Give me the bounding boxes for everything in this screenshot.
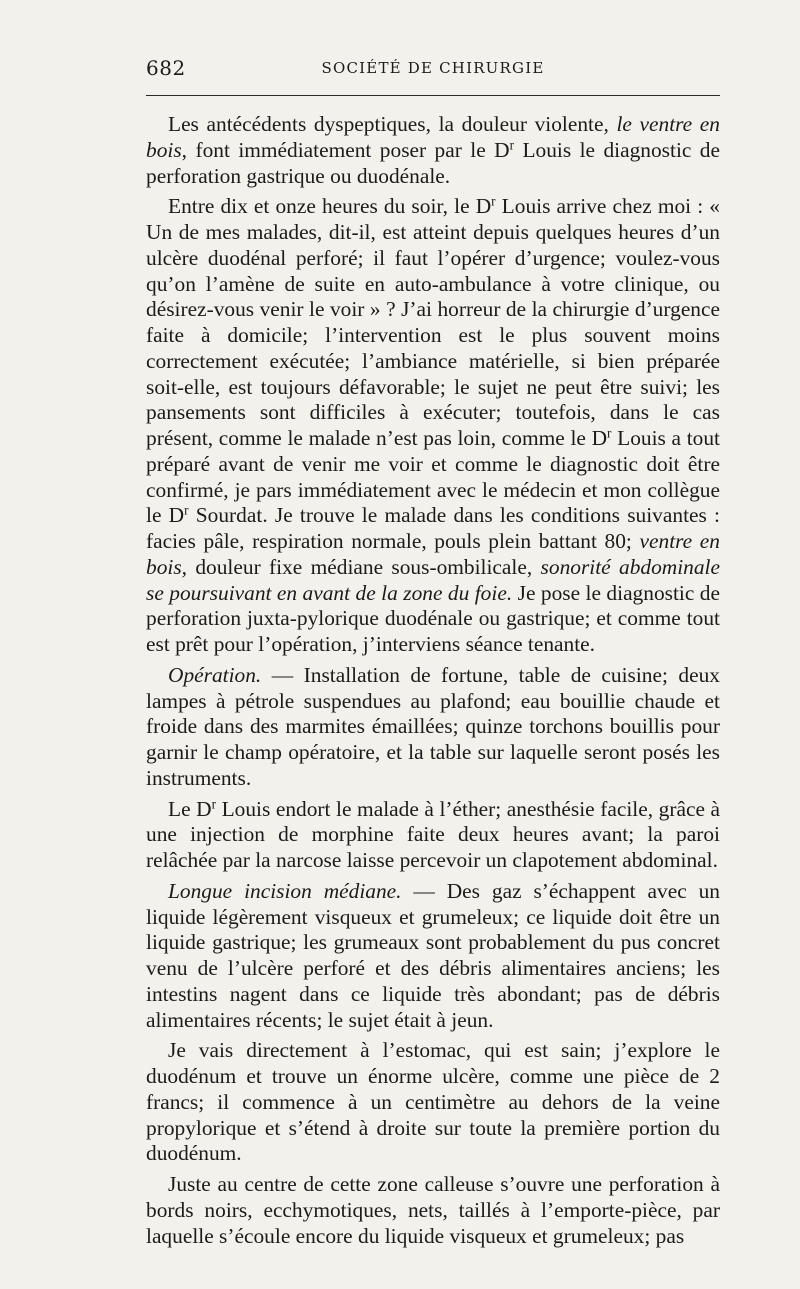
superscript: r <box>509 137 515 153</box>
superscript: r <box>211 796 216 812</box>
text-run: Louis a tout préparé avant de venir me voir et comme le diagnostic doit être confirmé, je pars immédiatement avec le médecin et mon collègue le D <box>146 426 720 528</box>
text-run: Juste au centre de cette zone calleuse s’ouvre une perforation à bords noirs, ecchymotiques, nets, taillés à l’emporte-pièce, par laquelle s’écoule encore du liquide visqueux et grumeleux; pas <box>146 1172 720 1248</box>
text-run: douleur fixe médiane sous-ombilicale, <box>187 554 541 579</box>
page-header <box>146 56 720 80</box>
text-run: , font immédiatement poser par le D <box>181 137 510 162</box>
text-run: Je pose le diagnostic de perforation juxta-pylorique duodénale ou gastrique; et comme tout est prêt pour l’opération, j’interviens séance tenante. <box>146 580 720 656</box>
paragraph <box>146 797 720 874</box>
paragraph <box>146 112 720 189</box>
running-head: SOCIÉTÉ DE CHIRURGIE <box>321 59 545 77</box>
text-run: — Des gaz s’échappent avec un liquide légèrement visqueux et grumeleux; ce liquide doit être un liquide gastrique; les grumeaux sont probablement du pus concret venu de l’ulcère perforé et des débris alimentaires anciens; les intestins nagent dans ce liquide très abondant; pas de débris alimentaires récents; le sujet était à jeun. <box>146 878 720 1032</box>
paragraph <box>146 194 720 658</box>
text-run: Louis endort le malade à l’éther; anesthésie facile, grâce à une injection de morphine faite deux heures avant; la paroi relâchée par la narcose laisse percevoir un clapotement abdominal. <box>146 796 720 872</box>
body-text <box>146 112 720 1249</box>
text-run: Le D <box>168 796 212 821</box>
text-run: Je vais directement à l’estomac, qui est sain; j’explore le duodénum et trouve un énorme ulcère, comme une pièce de 2 francs; il commence à un centimètre au dehors de la veine propylorique et s’étend à droite sur toute la première portion du duodénum. <box>146 1038 720 1166</box>
text-run: Sourdat. Je trouve le malade dans les conditions suivantes : facies pâle, respiration normale, pouls plein battant 80; <box>146 503 721 553</box>
paragraph <box>146 663 720 792</box>
superscript: r <box>491 193 496 209</box>
superscript: r <box>607 425 612 441</box>
italic-text: Longue incision médiane. <box>168 878 402 903</box>
italic-text: sonorité abdominale se poursuivant en avant de la zone du foie. <box>146 554 720 605</box>
page-number: 682 <box>146 56 186 80</box>
text-run: Entre dix et onze heures du soir, le D <box>168 194 492 219</box>
text-run: Louis le diagnostic de perforation gastrique ou duodénale. <box>146 137 720 188</box>
superscript: r <box>184 502 189 518</box>
text-run: Louis arrive chez moi : « Un de mes malades, dit-il, est atteint depuis quelques heures d’un ulcère duodénal perforé; il faut l’opérer d’urgence; voulez-vous qu’on l’amène de suite en auto-ambulance à votre clinique, ou désirez-vous venir le voir » ? J’ai horreur de la chirurgie d’urgence faite à domicile; l’intervention est le plus souvent moins correctement exécutée; l’ambiance matérielle, si bien préparée soit-elle, est toujours défavorable; le sujet ne peut être suivi; les pansements sont difficiles à exécuter; toutefois, dans le cas présent, comme le malade n’est pas loin, comme le D <box>146 194 720 450</box>
italic-text: le ventre en bois <box>146 112 720 162</box>
paragraph <box>146 1038 720 1167</box>
paragraph <box>146 879 720 1034</box>
italic-text: Opération. <box>168 662 262 687</box>
text-run: — Installation de fortune, table de cuisine; deux lampes à pétrole suspendues au plafond; eau bouillie chaude et froide dans des marmites émaillées; quinze torchons bouillis pour garnir le champ opératoire, et la table sur laquelle seront posés les instruments. <box>146 662 720 790</box>
paragraph <box>146 1172 720 1249</box>
italic-text: ventre en bois, <box>146 529 720 579</box>
header-rule <box>146 95 720 96</box>
text-run: Les antécédents dyspeptiques, la douleur violente, <box>168 112 617 136</box>
